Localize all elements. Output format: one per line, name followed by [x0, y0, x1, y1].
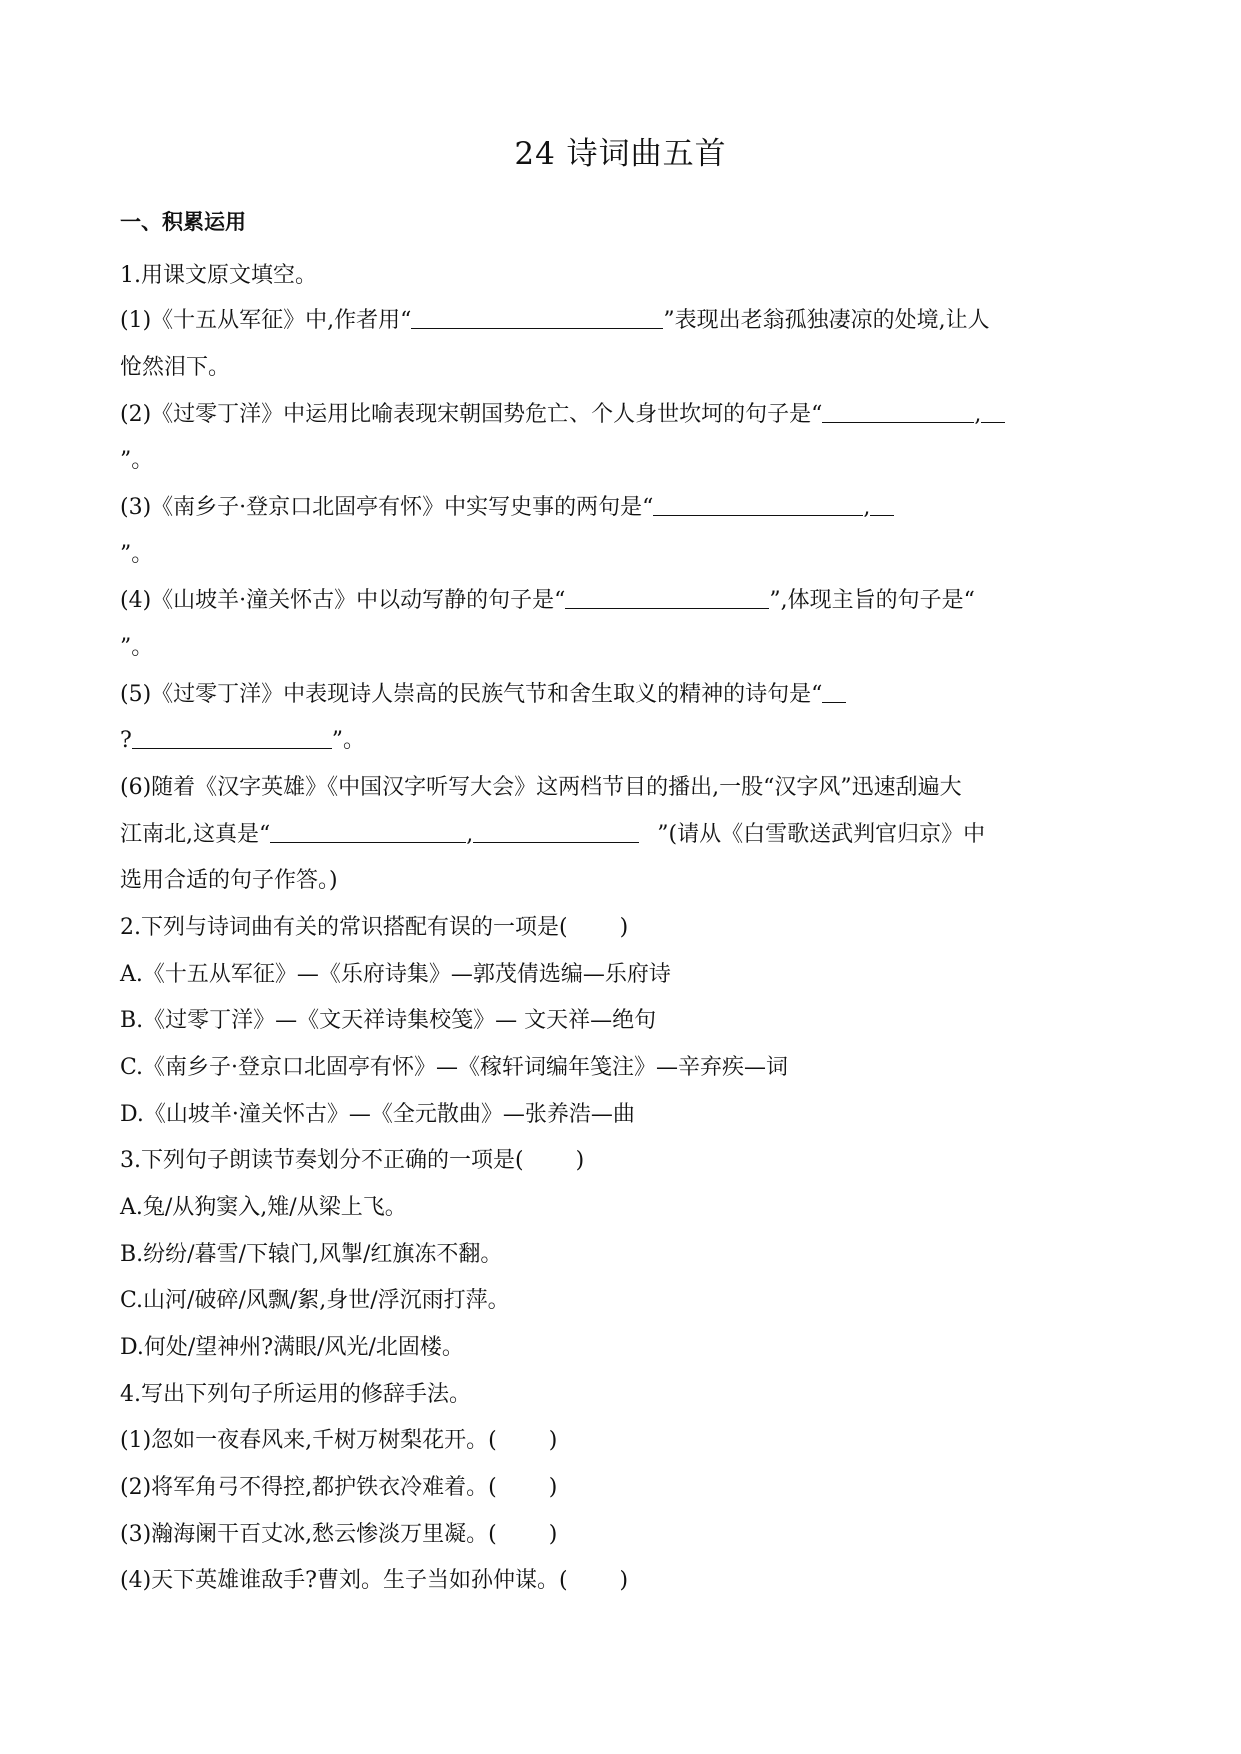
- question-1-item-1-cont: 怆然泪下。: [120, 355, 231, 380]
- question-4-item-1: (1)忽如一夜春风来,千树万树梨花开。( ): [120, 1428, 558, 1453]
- answer-blank[interactable]: [870, 493, 894, 516]
- question-1-item-4: (4)《山坡羊·潼关怀古》中以动写静的句子是“ ”,体现主旨的句子是“: [120, 588, 975, 613]
- page-title: 24 诗词曲五首: [514, 136, 727, 172]
- answer-blank[interactable]: [473, 820, 639, 843]
- question-2-option-a: A.《十五从军征》—《乐府诗集》—郭茂倩选编—乐府诗: [120, 962, 671, 987]
- answer-blank[interactable]: [270, 820, 466, 843]
- question-1-item-2-cont: ”。: [120, 448, 154, 473]
- question-1-item-2: (2)《过零丁洋》中运用比喻表现宋朝国势危亡、个人身世坎坷的句子是“ ,: [120, 397, 1005, 428]
- question-4-item-2: (2)将军角弓不得控,都护铁衣冷难着。( ): [120, 1475, 558, 1500]
- question-2-stem: 2.下列与诗词曲有关的常识搭配有误的一项是( ): [120, 915, 629, 940]
- question-4-item-4: (4)天下英雄谁敌手?曹刘。生子当如孙仲谋。( ): [120, 1568, 629, 1593]
- answer-blank[interactable]: [822, 400, 974, 423]
- question-1-item-6: (6)随着《汉字英雄》《中国汉字听写大会》这两档节目的播出,一股“汉字风”迅速刮遍大: [120, 775, 962, 800]
- question-1-item-6-note: 选用合适的句子作答。): [120, 868, 338, 893]
- answer-blank[interactable]: [132, 726, 332, 749]
- answer-blank[interactable]: [981, 400, 1005, 423]
- question-1-item-1: (1)《十五从军征》中,作者用“ ”表现出老翁孤独凄凉的处境,让人: [120, 308, 990, 333]
- answer-blank[interactable]: [565, 586, 769, 609]
- question-1-stem: 1.用课文原文填空。: [120, 263, 317, 288]
- section-heading: 一、积累运用: [120, 210, 246, 234]
- question-3-option-c: C.山河/破碎/风飘/絮,身世/浮沉雨打萍。: [120, 1288, 510, 1313]
- question-1-item-6-cont: 江南北,这真是“ , ”(请从《白雪歌送武判官归京》中: [120, 822, 986, 847]
- answer-blank[interactable]: [411, 306, 663, 329]
- answer-blank[interactable]: [822, 680, 846, 703]
- question-2-option-b: B.《过零丁洋》—《文天祥诗集校笺》— 文天祥—绝句: [120, 1008, 657, 1033]
- question-3-option-a: A.兔/从狗窦入,雉/从梁上飞。: [120, 1195, 407, 1220]
- question-1-item-5: (5)《过零丁洋》中表现诗人崇高的民族气节和舍生取义的精神的诗句是“: [120, 677, 846, 708]
- question-4-stem: 4.写出下列句子所运用的修辞手法。: [120, 1382, 471, 1407]
- question-1-item-5-cont: ? ”。: [120, 728, 366, 753]
- question-1-item-4-cont: ”。: [120, 635, 154, 660]
- question-4-item-3: (3)瀚海阑干百丈冰,愁云惨淡万里凝。( ): [120, 1522, 558, 1547]
- question-2-option-c: C.《南乡子·登京口北固亭有怀》—《稼轩词编年笺注》—辛弃疾—词: [120, 1055, 789, 1080]
- question-3-option-d: D.何处/望神州?满眼/风光/北固楼。: [120, 1335, 464, 1360]
- answer-blank[interactable]: [653, 493, 863, 516]
- question-3-stem: 3.下列句子朗读节奏划分不正确的一项是( ): [120, 1148, 585, 1173]
- question-1-item-3: (3)《南乡子·登京口北固亭有怀》中实写史事的两句是“ ,: [120, 490, 894, 521]
- question-1-item-3-cont: ”。: [120, 542, 154, 567]
- question-3-option-b: B.纷纷/暮雪/下辕门,风掣/红旗冻不翻。: [120, 1242, 503, 1267]
- question-2-option-d: D.《山坡羊·潼关怀古》—《全元散曲》—张养浩—曲: [120, 1102, 635, 1127]
